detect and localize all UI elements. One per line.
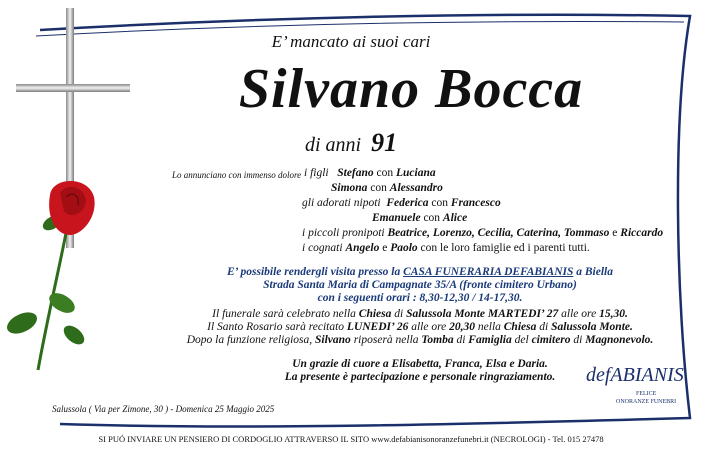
family-conj: e bbox=[382, 242, 388, 254]
family-name: Alessandro bbox=[389, 182, 443, 194]
intro-line: E’ mancato ai suoi cari bbox=[271, 32, 431, 51]
text: Magnonevolo. bbox=[585, 334, 654, 346]
deceased-name: Silvano Bocca bbox=[238, 58, 584, 120]
funeral-line-1 bbox=[120, 308, 702, 321]
text: LUNEDI’ 26 bbox=[346, 321, 409, 333]
family-line-6 bbox=[302, 242, 590, 254]
family-line-3 bbox=[302, 197, 501, 209]
family-line-4 bbox=[372, 212, 467, 224]
family-conj: con bbox=[431, 197, 448, 209]
text: Chiesa bbox=[503, 321, 537, 333]
thanks-line-2: La presente è partecipazione e personale ringraziamento. bbox=[284, 371, 556, 383]
text: di bbox=[453, 334, 469, 346]
rose-icon bbox=[0, 175, 110, 375]
funeral-info bbox=[120, 308, 702, 347]
age-value: 91 bbox=[371, 128, 398, 157]
funeral-line-2 bbox=[120, 321, 702, 334]
age-prefix: di anni bbox=[304, 134, 362, 156]
text: 20,30 bbox=[449, 321, 476, 333]
footer-note: SI PUÓ INVIARE UN PENSIERO DI CORDOGLIO ATTRAVERSO IL SITO www.defabianisonoranzefunebri.it (NECROLOGI) - Tel. 015 27478 bbox=[98, 434, 604, 444]
logo-name: defABIANIS bbox=[586, 364, 684, 386]
family-name: Paolo bbox=[390, 242, 418, 254]
family-conj: con bbox=[376, 167, 394, 179]
text: di bbox=[391, 308, 407, 320]
visit-info bbox=[120, 266, 702, 305]
family-name: Federica bbox=[386, 197, 429, 209]
text: Tomba bbox=[421, 334, 454, 346]
text: 15,30. bbox=[599, 308, 628, 320]
text: di bbox=[570, 334, 586, 346]
text: riposerà nella bbox=[350, 334, 422, 346]
family-tail: con le loro famiglie ed i parenti tutti. bbox=[420, 242, 590, 254]
text: del bbox=[511, 334, 532, 346]
text: alle ore bbox=[558, 308, 600, 320]
family-conj: con bbox=[370, 182, 387, 194]
text: Il Santo Rosario sarà recitato bbox=[207, 321, 347, 333]
family-conj: e bbox=[612, 227, 618, 239]
text: Famiglia bbox=[468, 334, 512, 346]
text: Il funerale sarà celebrato nella bbox=[212, 308, 359, 320]
family-role: gli adorati nipoti bbox=[302, 197, 381, 209]
visit-text: a Biella bbox=[573, 266, 613, 278]
text: cimitero bbox=[531, 334, 571, 346]
family-name: Beatrice, Lorenzo, Cecilia, Caterina, Tommaso bbox=[387, 227, 610, 239]
family-conj: con bbox=[423, 212, 441, 224]
family-name: Simona bbox=[331, 182, 368, 194]
place-date: Salussola ( Via per Zimone, 30 ) - Domenica 25 Maggio 2025 bbox=[52, 404, 275, 414]
text: Chiesa bbox=[358, 308, 392, 320]
family-name: Alice bbox=[442, 212, 468, 224]
text: Salussola Monte. bbox=[551, 321, 633, 333]
family-name: Francesco bbox=[450, 197, 501, 209]
thanks-line-1: Un grazie di cuore a Elisabetta, Franca, Elsa e Daria. bbox=[292, 358, 548, 370]
family-name: Angelo bbox=[345, 242, 380, 254]
visit-address: Strada Santa Maria di Campagnate 35/A (fronte cimitero Urbano) bbox=[263, 279, 577, 291]
funeral-line-3 bbox=[120, 334, 702, 347]
funeral-home-link[interactable]: CASA FUNERARIA DEFABIANIS bbox=[403, 266, 574, 278]
family-line-1 bbox=[304, 167, 436, 179]
family-name: Stefano bbox=[337, 167, 374, 179]
family-name: Riccardo bbox=[620, 227, 664, 239]
text: Dopo la funzione religiosa, bbox=[186, 334, 316, 346]
age-line bbox=[0, 128, 702, 158]
announcement: Lo annunciano con immenso dolore bbox=[172, 170, 302, 180]
visit-text: E’ possibile rendergli visita presso la bbox=[227, 266, 404, 278]
family-line-2 bbox=[331, 182, 443, 194]
logo-sub2: ONORANZE FUNEBRI bbox=[616, 399, 677, 405]
text: di bbox=[536, 321, 552, 333]
text: alle ore bbox=[408, 321, 450, 333]
family-role: i cognati bbox=[302, 242, 343, 254]
family-name: Luciana bbox=[396, 167, 436, 179]
text: nella bbox=[475, 321, 504, 333]
family-name: Emanuele bbox=[372, 212, 421, 224]
visit-hours: con i seguenti orari : 8,30-12,30 / 14-17,30. bbox=[317, 292, 523, 304]
family-line-5 bbox=[302, 227, 663, 239]
text: Silvano bbox=[315, 334, 351, 346]
text: Salussola Monte MARTEDI’ 27 bbox=[406, 308, 559, 320]
funeral-home-logo bbox=[568, 358, 684, 418]
logo-sub1: FELICE bbox=[636, 391, 657, 397]
family-role: i piccoli pronipoti bbox=[302, 227, 385, 239]
family-role: i figli bbox=[304, 167, 329, 179]
